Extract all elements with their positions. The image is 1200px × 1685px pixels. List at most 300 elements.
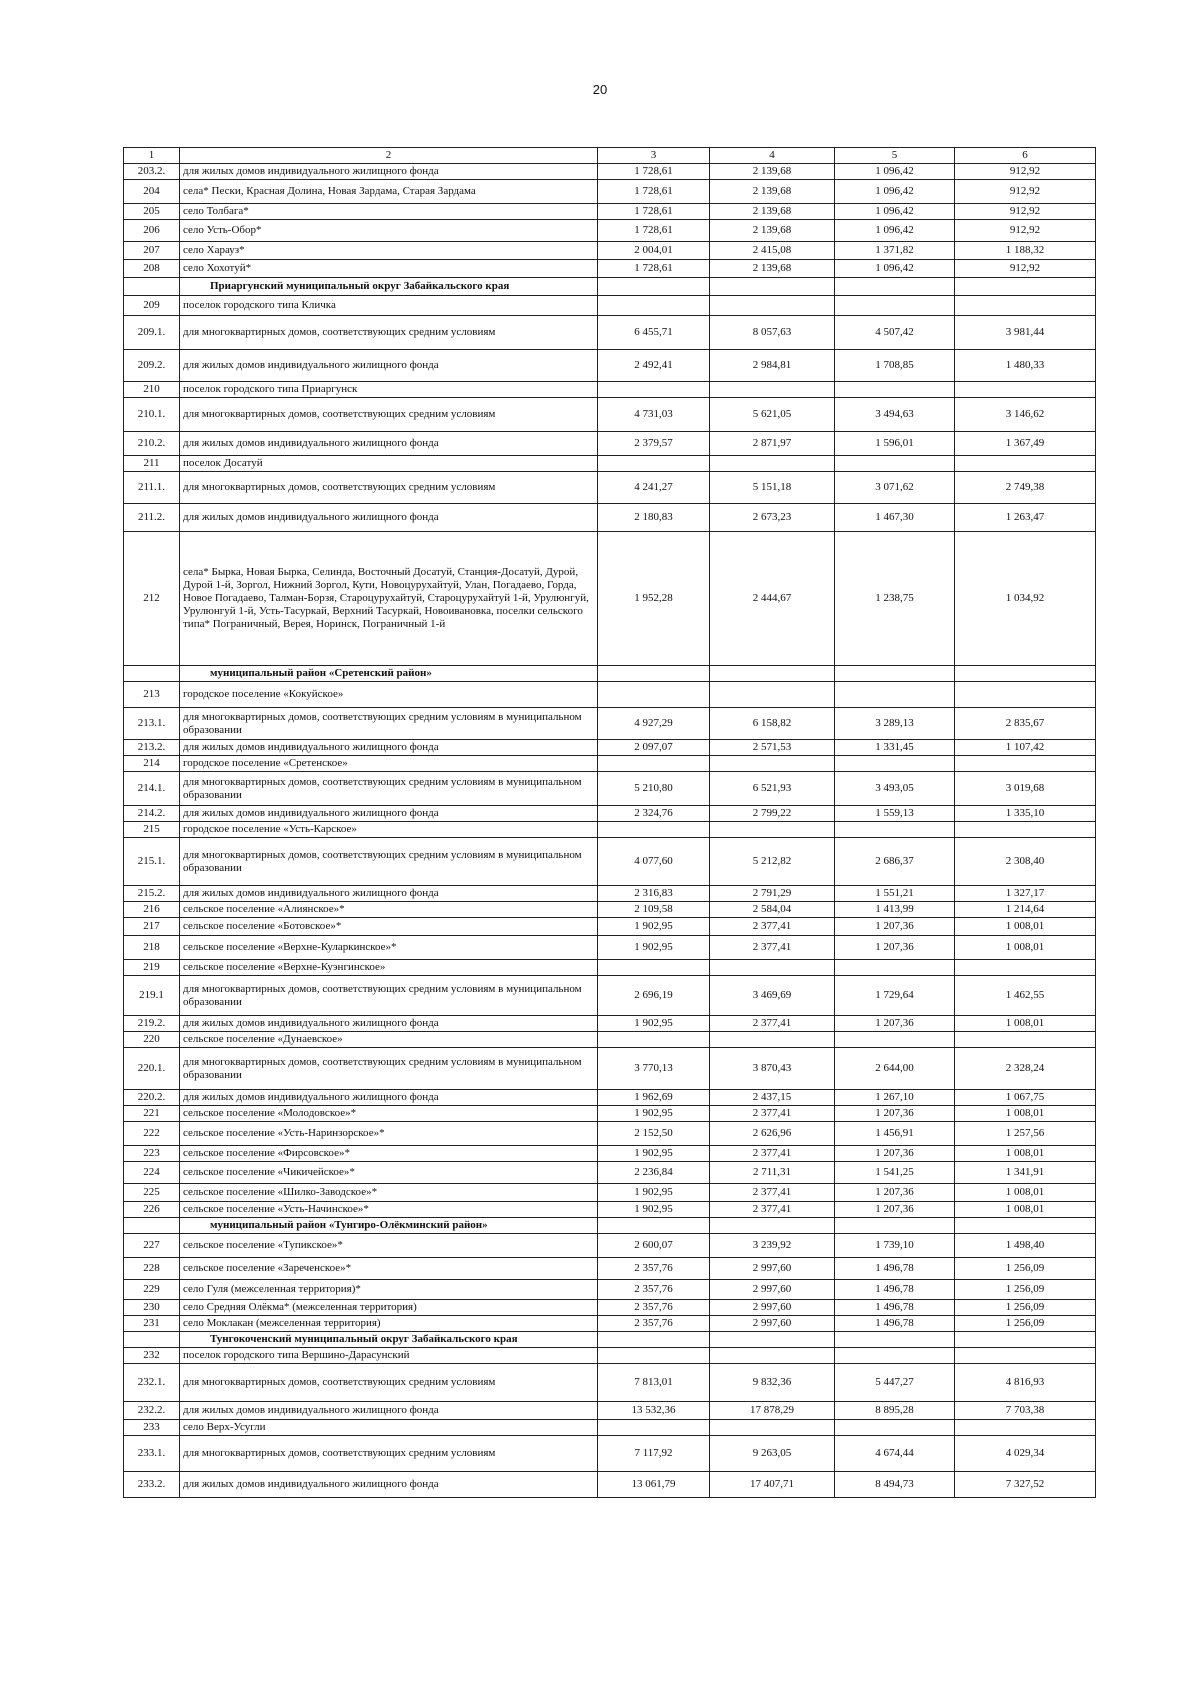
value-cell-col4: 2 377,41 xyxy=(710,1106,835,1122)
section-header-row xyxy=(124,278,1096,296)
row-number: 232.2. xyxy=(124,1402,180,1420)
tariff-table xyxy=(123,147,1096,1498)
value-cell-col5: 3 494,63 xyxy=(835,398,955,432)
row-name: для жилых домов индивидуального жилищного фонда xyxy=(180,164,598,180)
section-spacer xyxy=(124,666,180,682)
value-cell-col5: 1 551,21 xyxy=(835,886,955,902)
value-cell-col6: 3 981,44 xyxy=(955,316,1096,350)
value-cell-col3: 13 532,36 xyxy=(598,1402,710,1420)
row-number: 222 xyxy=(124,1122,180,1146)
value-cell-col4: 2 139,68 xyxy=(710,164,835,180)
value-cell-col4 xyxy=(710,960,835,976)
value-cell-col6: 7 327,52 xyxy=(955,1472,1096,1498)
row-name: поселок Досатуй xyxy=(180,456,598,472)
value-cell-col6: 1 214,64 xyxy=(955,902,1096,918)
row-name: поселок городского типа Вершино-Дарасунский xyxy=(180,1348,598,1364)
value-cell-col6: 2 308,40 xyxy=(955,838,1096,886)
section-empty-cell xyxy=(710,1332,835,1348)
value-cell-col6: 1 008,01 xyxy=(955,936,1096,960)
row-name: для жилых домов индивидуального жилищного фонда xyxy=(180,806,598,822)
value-cell-col3: 3 770,13 xyxy=(598,1048,710,1090)
table-row xyxy=(124,806,1096,822)
value-cell-col3: 2 357,76 xyxy=(598,1280,710,1300)
value-cell-col5: 3 071,62 xyxy=(835,472,955,504)
row-number: 214 xyxy=(124,756,180,772)
value-cell-col6: 1 008,01 xyxy=(955,1016,1096,1032)
value-cell-col4: 2 377,41 xyxy=(710,1146,835,1162)
value-cell-col4 xyxy=(710,682,835,708)
row-name: сельское поселение «Шилко-Заводское»* xyxy=(180,1184,598,1202)
value-cell-col5: 1 207,36 xyxy=(835,1146,955,1162)
row-name: городское поселение «Усть-Карское» xyxy=(180,822,598,838)
value-cell-col3: 7 813,01 xyxy=(598,1364,710,1402)
page-number: 20 xyxy=(592,82,608,97)
value-cell-col6: 1 067,75 xyxy=(955,1090,1096,1106)
table-row xyxy=(124,260,1096,278)
value-cell-col3: 1 902,95 xyxy=(598,918,710,936)
table-row xyxy=(124,1162,1096,1184)
table-row xyxy=(124,1364,1096,1402)
value-cell-col5: 1 331,45 xyxy=(835,740,955,756)
value-cell-col6: 1 256,09 xyxy=(955,1258,1096,1280)
row-number: 228 xyxy=(124,1258,180,1280)
row-name: села* Пески, Красная Долина, Новая Зардама, Старая Зардама xyxy=(180,180,598,204)
value-cell-col3: 13 061,79 xyxy=(598,1472,710,1498)
table-row xyxy=(124,1402,1096,1420)
value-cell-col5: 5 447,27 xyxy=(835,1364,955,1402)
table-row xyxy=(124,316,1096,350)
value-cell-col5: 1 371,82 xyxy=(835,242,955,260)
row-name: сельское поселение «Зареченское»* xyxy=(180,1258,598,1280)
table-row xyxy=(124,772,1096,806)
value-cell-col4: 2 377,41 xyxy=(710,1202,835,1218)
value-cell-col6 xyxy=(955,756,1096,772)
row-number: 215 xyxy=(124,822,180,838)
value-cell-col5 xyxy=(835,382,955,398)
value-cell-col3: 2 324,76 xyxy=(598,806,710,822)
value-cell-col6: 4 816,93 xyxy=(955,1364,1096,1402)
row-number: 220.1. xyxy=(124,1048,180,1090)
value-cell-col3: 4 731,03 xyxy=(598,398,710,432)
value-cell-col4: 2 139,68 xyxy=(710,180,835,204)
table-row xyxy=(124,1032,1096,1048)
value-cell-col6 xyxy=(955,296,1096,316)
value-cell-col3: 4 927,29 xyxy=(598,708,710,740)
row-name: городское поселение «Сретенское» xyxy=(180,756,598,772)
value-cell-col3: 1 902,95 xyxy=(598,1106,710,1122)
row-number: 214.2. xyxy=(124,806,180,822)
value-cell-col5: 1 496,78 xyxy=(835,1300,955,1316)
value-cell-col6: 912,92 xyxy=(955,260,1096,278)
value-cell-col4: 2 584,04 xyxy=(710,902,835,918)
section-title: муниципальный район «Тунгиро-Олёкминский район» xyxy=(180,1218,598,1234)
value-cell-col4 xyxy=(710,382,835,398)
row-number: 232 xyxy=(124,1348,180,1364)
value-cell-col6: 1 256,09 xyxy=(955,1280,1096,1300)
table-row xyxy=(124,1106,1096,1122)
value-cell-col6: 3 146,62 xyxy=(955,398,1096,432)
section-empty-cell xyxy=(955,1218,1096,1234)
value-cell-col5 xyxy=(835,822,955,838)
value-cell-col6: 1 327,17 xyxy=(955,886,1096,902)
section-empty-cell xyxy=(835,1332,955,1348)
section-title: Приаргунский муниципальный округ Забайкальского края xyxy=(180,278,598,296)
row-number: 211.2. xyxy=(124,504,180,532)
header-row xyxy=(124,148,1096,164)
value-cell-col5: 1 596,01 xyxy=(835,432,955,456)
value-cell-col6: 4 029,34 xyxy=(955,1436,1096,1472)
value-cell-col5: 1 467,30 xyxy=(835,504,955,532)
row-number: 203.2. xyxy=(124,164,180,180)
row-name: для жилых домов индивидуального жилищного фонда xyxy=(180,504,598,532)
row-name: село Харауз* xyxy=(180,242,598,260)
value-cell-col5: 1 207,36 xyxy=(835,936,955,960)
value-cell-col6: 1 498,40 xyxy=(955,1234,1096,1258)
value-cell-col6: 3 019,68 xyxy=(955,772,1096,806)
section-empty-cell xyxy=(710,666,835,682)
table-row xyxy=(124,472,1096,504)
table-row xyxy=(124,180,1096,204)
value-cell-col3: 1 728,61 xyxy=(598,164,710,180)
value-cell-col5: 1 496,78 xyxy=(835,1316,955,1332)
value-cell-col5: 1 267,10 xyxy=(835,1090,955,1106)
section-empty-cell xyxy=(710,1218,835,1234)
value-cell-col6: 1 256,09 xyxy=(955,1300,1096,1316)
row-name: для жилых домов индивидуального жилищного фонда xyxy=(180,886,598,902)
row-name: село Хохотуй* xyxy=(180,260,598,278)
row-name: сельское поселение «Фирсовское»* xyxy=(180,1146,598,1162)
table-row xyxy=(124,1472,1096,1498)
value-cell-col6: 1 008,01 xyxy=(955,1202,1096,1218)
table-row xyxy=(124,504,1096,532)
table-row xyxy=(124,1048,1096,1090)
row-number: 233.1. xyxy=(124,1436,180,1472)
row-name: сельское поселение «Тупикское»* xyxy=(180,1234,598,1258)
row-number: 211.1. xyxy=(124,472,180,504)
value-cell-col3: 2 004,01 xyxy=(598,242,710,260)
row-number: 215.1. xyxy=(124,838,180,886)
value-cell-col6 xyxy=(955,822,1096,838)
value-cell-col3: 5 210,80 xyxy=(598,772,710,806)
row-name: для жилых домов индивидуального жилищного фонда xyxy=(180,1402,598,1420)
value-cell-col4: 2 139,68 xyxy=(710,220,835,242)
value-cell-col4: 5 212,82 xyxy=(710,838,835,886)
value-cell-col4: 8 057,63 xyxy=(710,316,835,350)
value-cell-col5: 1 207,36 xyxy=(835,1016,955,1032)
row-number: 217 xyxy=(124,918,180,936)
value-cell-col4: 2 377,41 xyxy=(710,1016,835,1032)
value-cell-col3: 2 109,58 xyxy=(598,902,710,918)
section-empty-cell xyxy=(835,666,955,682)
value-cell-col4: 2 444,67 xyxy=(710,532,835,666)
row-number: 223 xyxy=(124,1146,180,1162)
row-name: для многоквартирных домов, соответствующих средним условиям в муниципальном образовании xyxy=(180,708,598,740)
table-row xyxy=(124,682,1096,708)
table-row xyxy=(124,382,1096,398)
table-row xyxy=(124,838,1096,886)
row-number: 231 xyxy=(124,1316,180,1332)
table-row xyxy=(124,204,1096,220)
value-cell-col5: 3 289,13 xyxy=(835,708,955,740)
value-cell-col6 xyxy=(955,1032,1096,1048)
table-row xyxy=(124,822,1096,838)
value-cell-col3: 1 962,69 xyxy=(598,1090,710,1106)
table-row xyxy=(124,1016,1096,1032)
row-name: для многоквартирных домов, соответствующих средним условиям в муниципальном образовании xyxy=(180,838,598,886)
value-cell-col5: 1 496,78 xyxy=(835,1258,955,1280)
value-cell-col3 xyxy=(598,822,710,838)
value-cell-col6: 1 107,42 xyxy=(955,740,1096,756)
row-number: 226 xyxy=(124,1202,180,1218)
value-cell-col3: 2 097,07 xyxy=(598,740,710,756)
value-cell-col3: 1 728,61 xyxy=(598,260,710,278)
value-cell-col6: 1 256,09 xyxy=(955,1316,1096,1332)
row-name: для многоквартирных домов, соответствующих средним условиям в муниципальном образовании xyxy=(180,976,598,1016)
value-cell-col5 xyxy=(835,296,955,316)
value-cell-col6: 1 335,10 xyxy=(955,806,1096,822)
value-cell-col5: 1 096,42 xyxy=(835,220,955,242)
value-cell-col4: 2 799,22 xyxy=(710,806,835,822)
value-cell-col6: 1 367,49 xyxy=(955,432,1096,456)
table-row xyxy=(124,740,1096,756)
value-cell-col3: 1 728,61 xyxy=(598,180,710,204)
value-cell-col3: 2 236,84 xyxy=(598,1162,710,1184)
value-cell-col4: 2 997,60 xyxy=(710,1316,835,1332)
header-cell: 4 xyxy=(710,148,835,164)
value-cell-col5: 1 096,42 xyxy=(835,260,955,278)
section-spacer xyxy=(124,278,180,296)
row-name: село Средняя Олёкма* (межселенная территория) xyxy=(180,1300,598,1316)
value-cell-col3: 2 696,19 xyxy=(598,976,710,1016)
value-cell-col6: 1 008,01 xyxy=(955,1184,1096,1202)
table-row xyxy=(124,242,1096,260)
row-name: сельское поселение «Ботовское»* xyxy=(180,918,598,936)
table-row xyxy=(124,1348,1096,1364)
row-name: для многоквартирных домов, соответствующих средним условиям xyxy=(180,398,598,432)
value-cell-col6: 7 703,38 xyxy=(955,1402,1096,1420)
value-cell-col5: 1 096,42 xyxy=(835,204,955,220)
table-row xyxy=(124,432,1096,456)
section-spacer xyxy=(124,1218,180,1234)
row-number: 221 xyxy=(124,1106,180,1122)
value-cell-col3 xyxy=(598,456,710,472)
value-cell-col3 xyxy=(598,1032,710,1048)
row-number: 209 xyxy=(124,296,180,316)
value-cell-col3: 2 316,83 xyxy=(598,886,710,902)
table-row xyxy=(124,296,1096,316)
section-empty-cell xyxy=(598,1332,710,1348)
value-cell-col3 xyxy=(598,1348,710,1364)
value-cell-col4: 6 158,82 xyxy=(710,708,835,740)
section-header-row xyxy=(124,666,1096,682)
value-cell-col3 xyxy=(598,960,710,976)
row-name: для жилых домов индивидуального жилищного фонда xyxy=(180,350,598,382)
table-row xyxy=(124,1184,1096,1202)
table-row xyxy=(124,164,1096,180)
value-cell-col4: 3 469,69 xyxy=(710,976,835,1016)
table-row xyxy=(124,1316,1096,1332)
table-row xyxy=(124,220,1096,242)
value-cell-col6 xyxy=(955,960,1096,976)
section-empty-cell xyxy=(835,278,955,296)
value-cell-col4 xyxy=(710,1420,835,1436)
value-cell-col6 xyxy=(955,382,1096,398)
row-number: 220 xyxy=(124,1032,180,1048)
table-row xyxy=(124,1280,1096,1300)
row-name: для многоквартирных домов, соответствующих средним условиям xyxy=(180,1436,598,1472)
row-number: 225 xyxy=(124,1184,180,1202)
value-cell-col5: 3 493,05 xyxy=(835,772,955,806)
value-cell-col4: 2 377,41 xyxy=(710,1184,835,1202)
row-number: 218 xyxy=(124,936,180,960)
value-cell-col5: 2 644,00 xyxy=(835,1048,955,1090)
row-number: 213.2. xyxy=(124,740,180,756)
value-cell-col3: 1 902,95 xyxy=(598,1202,710,1218)
value-cell-col5 xyxy=(835,1420,955,1436)
row-number: 233.2. xyxy=(124,1472,180,1498)
value-cell-col3: 2 600,07 xyxy=(598,1234,710,1258)
value-cell-col3: 4 241,27 xyxy=(598,472,710,504)
row-number: 210.1. xyxy=(124,398,180,432)
row-name: село Толбага* xyxy=(180,204,598,220)
header-cell: 2 xyxy=(180,148,598,164)
value-cell-col6: 912,92 xyxy=(955,180,1096,204)
value-cell-col4: 3 870,43 xyxy=(710,1048,835,1090)
row-name: для жилых домов индивидуального жилищного фонда xyxy=(180,1472,598,1498)
value-cell-col5: 4 674,44 xyxy=(835,1436,955,1472)
value-cell-col3: 1 952,28 xyxy=(598,532,710,666)
row-name: село Моклакан (межселенная территория) xyxy=(180,1316,598,1332)
value-cell-col4: 2 377,41 xyxy=(710,936,835,960)
table-row xyxy=(124,976,1096,1016)
value-cell-col5 xyxy=(835,1348,955,1364)
value-cell-col5: 8 494,73 xyxy=(835,1472,955,1498)
row-name: сельское поселение «Чикичейское»* xyxy=(180,1162,598,1184)
section-empty-cell xyxy=(598,666,710,682)
value-cell-col3: 2 152,50 xyxy=(598,1122,710,1146)
value-cell-col6: 912,92 xyxy=(955,164,1096,180)
value-cell-col5: 1 413,99 xyxy=(835,902,955,918)
value-cell-col5: 1 207,36 xyxy=(835,1184,955,1202)
row-name: городское поселение «Кокуйское» xyxy=(180,682,598,708)
value-cell-col5: 1 207,36 xyxy=(835,1202,955,1218)
row-number: 209.2. xyxy=(124,350,180,382)
table-row xyxy=(124,1436,1096,1472)
value-cell-col3 xyxy=(598,756,710,772)
row-number: 210.2. xyxy=(124,432,180,456)
value-cell-col3: 2 180,83 xyxy=(598,504,710,532)
row-number: 205 xyxy=(124,204,180,220)
value-cell-col4 xyxy=(710,456,835,472)
value-cell-col6: 1 263,47 xyxy=(955,504,1096,532)
value-cell-col3 xyxy=(598,296,710,316)
table-row xyxy=(124,1122,1096,1146)
value-cell-col4: 2 626,96 xyxy=(710,1122,835,1146)
section-empty-cell xyxy=(598,1218,710,1234)
value-cell-col5: 1 559,13 xyxy=(835,806,955,822)
value-cell-col4: 9 263,05 xyxy=(710,1436,835,1472)
row-number: 224 xyxy=(124,1162,180,1184)
row-number: 211 xyxy=(124,456,180,472)
row-name: сельское поселение «Алиянское»* xyxy=(180,902,598,918)
section-header-row xyxy=(124,1218,1096,1234)
row-name: сельское поселение «Верхне-Куларкинское»* xyxy=(180,936,598,960)
row-number: 216 xyxy=(124,902,180,918)
value-cell-col4 xyxy=(710,1348,835,1364)
value-cell-col3: 4 077,60 xyxy=(598,838,710,886)
value-cell-col3: 7 117,92 xyxy=(598,1436,710,1472)
value-cell-col4: 17 407,71 xyxy=(710,1472,835,1498)
row-name: для жилых домов индивидуального жилищного фонда xyxy=(180,432,598,456)
row-number: 213.1. xyxy=(124,708,180,740)
value-cell-col6 xyxy=(955,682,1096,708)
value-cell-col5: 1 729,64 xyxy=(835,976,955,1016)
row-name: поселок городского типа Кличка xyxy=(180,296,598,316)
row-name: для многоквартирных домов, соответствующих средним условиям в муниципальном образовании xyxy=(180,772,598,806)
section-empty-cell xyxy=(955,666,1096,682)
value-cell-col3: 2 357,76 xyxy=(598,1316,710,1332)
value-cell-col4: 2 984,81 xyxy=(710,350,835,382)
section-spacer xyxy=(124,1332,180,1348)
row-number: 210 xyxy=(124,382,180,398)
value-cell-col3 xyxy=(598,382,710,398)
value-cell-col6: 1 034,92 xyxy=(955,532,1096,666)
value-cell-col6: 1 008,01 xyxy=(955,1146,1096,1162)
section-empty-cell xyxy=(835,1218,955,1234)
value-cell-col6: 2 835,67 xyxy=(955,708,1096,740)
value-cell-col5 xyxy=(835,682,955,708)
value-cell-col6 xyxy=(955,1348,1096,1364)
value-cell-col5: 1 496,78 xyxy=(835,1280,955,1300)
table-row xyxy=(124,918,1096,936)
section-empty-cell xyxy=(955,278,1096,296)
section-title: Тунгокоченский муниципальный округ Забайкальского края xyxy=(180,1332,598,1348)
value-cell-col3: 2 357,76 xyxy=(598,1258,710,1280)
value-cell-col3: 2 492,41 xyxy=(598,350,710,382)
value-cell-col5: 1 708,85 xyxy=(835,350,955,382)
row-name: поселок городского типа Приаргунск xyxy=(180,382,598,398)
section-empty-cell xyxy=(598,278,710,296)
value-cell-col3: 1 902,95 xyxy=(598,1016,710,1032)
value-cell-col4: 2 871,97 xyxy=(710,432,835,456)
value-cell-col4: 9 832,36 xyxy=(710,1364,835,1402)
value-cell-col6: 2 749,38 xyxy=(955,472,1096,504)
table-row xyxy=(124,1234,1096,1258)
value-cell-col4: 2 997,60 xyxy=(710,1280,835,1300)
row-number: 220.2. xyxy=(124,1090,180,1106)
value-cell-col3: 1 728,61 xyxy=(598,220,710,242)
value-cell-col4: 2 139,68 xyxy=(710,204,835,220)
table-row xyxy=(124,886,1096,902)
section-empty-cell xyxy=(710,278,835,296)
row-number: 230 xyxy=(124,1300,180,1316)
value-cell-col4: 3 239,92 xyxy=(710,1234,835,1258)
section-empty-cell xyxy=(955,1332,1096,1348)
value-cell-col6: 1 462,55 xyxy=(955,976,1096,1016)
value-cell-col3: 2 379,57 xyxy=(598,432,710,456)
header-cell: 6 xyxy=(955,148,1096,164)
row-name: для жилых домов индивидуального жилищного фонда xyxy=(180,1090,598,1106)
value-cell-col4: 6 521,93 xyxy=(710,772,835,806)
value-cell-col3: 6 455,71 xyxy=(598,316,710,350)
value-cell-col4: 2 791,29 xyxy=(710,886,835,902)
value-cell-col5: 4 507,42 xyxy=(835,316,955,350)
row-name: села* Бырка, Новая Бырка, Селинда, Восточный Досатуй, Станция-Досатуй, Дурой, Дурой 1-й, Зоргол, Нижний Зоргол, Кути, Новоцурухайтуй, Улан, Погадаево, Горда, Новое Погадаево, Талман-Борзя, Староцурухайтуй, Староцурухайтуй 1-й, Урулюнгуй, Урулюнгуй 1-й, Усть-Тасуркай, Верхний Тасуркай, Новоивановка, поселки сельского типа* Пограничный, Верея, Норинск, Пограничный 1-й xyxy=(180,532,598,666)
value-cell-col6: 912,92 xyxy=(955,220,1096,242)
table-row xyxy=(124,708,1096,740)
row-number: 233 xyxy=(124,1420,180,1436)
value-cell-col3 xyxy=(598,1420,710,1436)
